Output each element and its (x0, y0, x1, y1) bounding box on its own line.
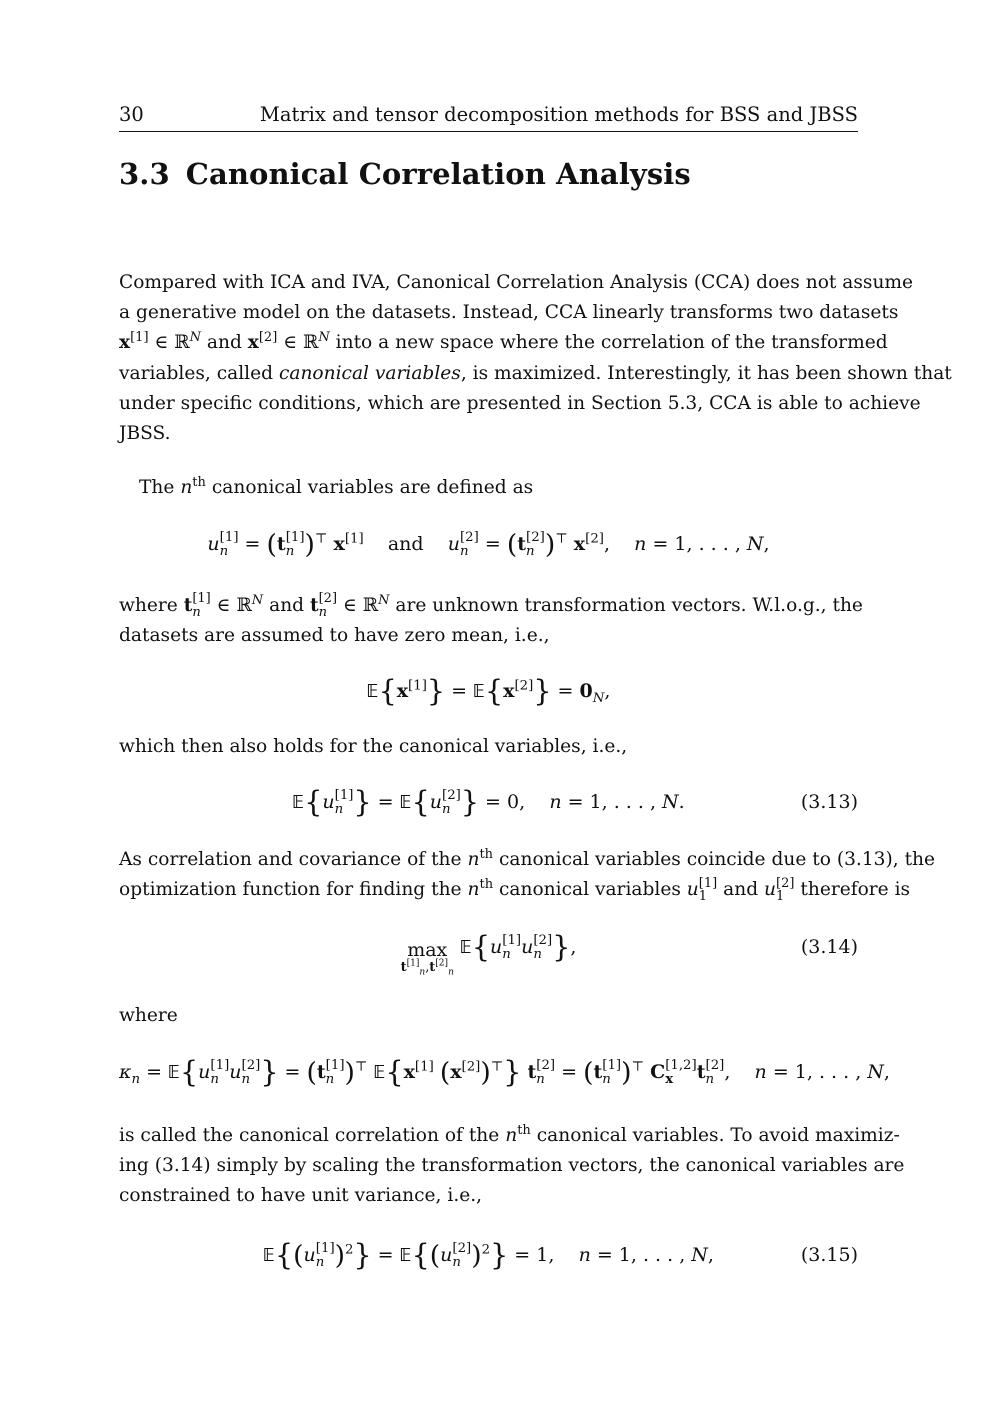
text-fragment: optimization function for finding the (119, 879, 462, 901)
text-fragment: The (139, 477, 175, 498)
equation-canonical-correlation (119, 1050, 890, 1094)
equation-body: u [1] n = (t [1] n )⊤ x[1] and u [2] n = (t [2] n )⊤ x[2], n = 1, . . . , N, (207, 529, 770, 560)
max-operator: max $t[1]_n,t[2]_n$ (400, 939, 454, 978)
paragraph-unit-variance (119, 1121, 905, 1212)
equation-body: max $t[1]_n,t[2]_n$ 𝔼{u [1] n u [2] n }, (400, 931, 577, 978)
equation-3-14 (119, 925, 858, 978)
text-fragment: As correlation and covariance of the (119, 849, 462, 870)
running-title: Matrix and tensor decomposition methods for BSS and JBSS (259, 103, 858, 126)
equation-body: 𝔼{x[1]} = 𝔼{x[2]} = $0_N$, (366, 675, 611, 708)
text-fragment: are unknown transformation vectors. W.l.o.g., the (395, 595, 863, 616)
equation-body: $\kappa_n$ = 𝔼{u [1] n u [2] n } = (t [1] n )⊤ 𝔼{x[1] (x[2])⊤} t [2] n = (t [1] n )⊤ C [1,2] x t [2] n , n = 1, . . . , N, (119, 1056, 890, 1089)
section-number: 3.3 (119, 157, 170, 191)
equation-number: (3.14) (800, 936, 858, 958)
equation-text: and (387, 533, 424, 555)
text-fragment: where (119, 595, 178, 616)
text-line: ing (3.14) simply by scaling the transformation vectors, the canonical variables are (119, 1155, 905, 1177)
text-fragment: , is maximized. Interestingly, it has been shown that (460, 362, 952, 384)
section-title: Canonical Correlation Analysis (185, 157, 691, 191)
equation-body: 𝔼{(u [1] n )$^2$} = 𝔼{(u [2] n )$^2$} = 1, n = 1, . . . , N, (263, 1239, 714, 1272)
text-line: constrained to have unit variance, i.e., (119, 1185, 483, 1207)
text-line: is called the canonical correlation of the $n^{th}$ canonical variables. To avoid maximiz- (119, 1122, 900, 1146)
equation-zero-mean (119, 669, 858, 713)
text-line: JBSS. (119, 422, 171, 444)
text-line: The $n^{th}$ canonical variables are defined as (139, 474, 534, 498)
text-line: Compared with ICA and IVA, Canonical Correlation Analysis (CCA) does not assume (119, 272, 914, 293)
text-fragment: canonical variables coincide due to (3.13), the (499, 849, 936, 870)
section-heading (119, 157, 691, 191)
text-line: As correlation and covariance of the $n^{th}$ canonical variables coincide due to (3.13), the (119, 846, 936, 870)
equation-text: = 1, (514, 1244, 555, 1266)
equation-number: (3.15) (800, 1244, 858, 1266)
paragraph-definition (119, 473, 858, 503)
paragraph-intro (119, 268, 952, 449)
text-line: optimization function for finding the $n^{th}$ canonical variables u [1] 1 and u [2] 1 therefore is (119, 875, 911, 905)
text-fragment: canonical variables (499, 879, 681, 901)
paragraph-optimization (119, 845, 936, 905)
text-line: where t [1] n ∈ ℝ$^N$ and t [2] n ∈ ℝ$^N$ are unknown transformation vectors. W.l.o.g., the (119, 591, 863, 620)
equation-number: (3.13) (800, 791, 858, 813)
equation-3-15 (119, 1233, 858, 1277)
equation-3-13 (119, 780, 858, 824)
page-number: 30 (119, 103, 144, 126)
text-line (119, 359, 952, 389)
paragraph-holds (119, 732, 858, 762)
text-line: which then also holds for the canonical variables, i.e., (119, 736, 628, 757)
equation-canonical-variables (119, 522, 858, 566)
paragraph-transformation (119, 591, 863, 651)
emphasis-term: canonical variables (278, 362, 461, 384)
equation-body: 𝔼{u [1] n } = 𝔼{u [2] n } = 0, n = 1, . . . , N. (292, 786, 685, 819)
text-fragment: therefore is (800, 879, 911, 901)
text-line: datasets are assumed to have zero mean, i.e., (119, 625, 550, 647)
paragraph-where (119, 1001, 858, 1031)
text-fragment: variables, called (119, 362, 274, 384)
text-fragment: and (723, 879, 759, 901)
text-fragment: canonical variables. To avoid maximiz- (536, 1125, 900, 1146)
text-fragment: is called the canonical correlation of the (119, 1125, 500, 1146)
text-fragment: canonical variables are defined as (211, 477, 534, 498)
text-line: under specific conditions, which are presented in Section 5.3, CCA is able to achieve (119, 392, 921, 414)
equation-text: = 0, (485, 791, 526, 813)
running-header (119, 101, 858, 132)
text-fragment: into a new space where the correlation of the transformed (335, 332, 888, 354)
text-line: a generative model on the datasets. Instead, CCA linearly transforms two datasets (119, 302, 899, 324)
text-fragment: and (269, 595, 305, 616)
text-line: x[1] ∈ ℝ$^N$ and x[2] ∈ ℝ$^N$ into a new space where the correlation of the transformed (119, 330, 888, 354)
text-line: where (119, 1005, 178, 1026)
